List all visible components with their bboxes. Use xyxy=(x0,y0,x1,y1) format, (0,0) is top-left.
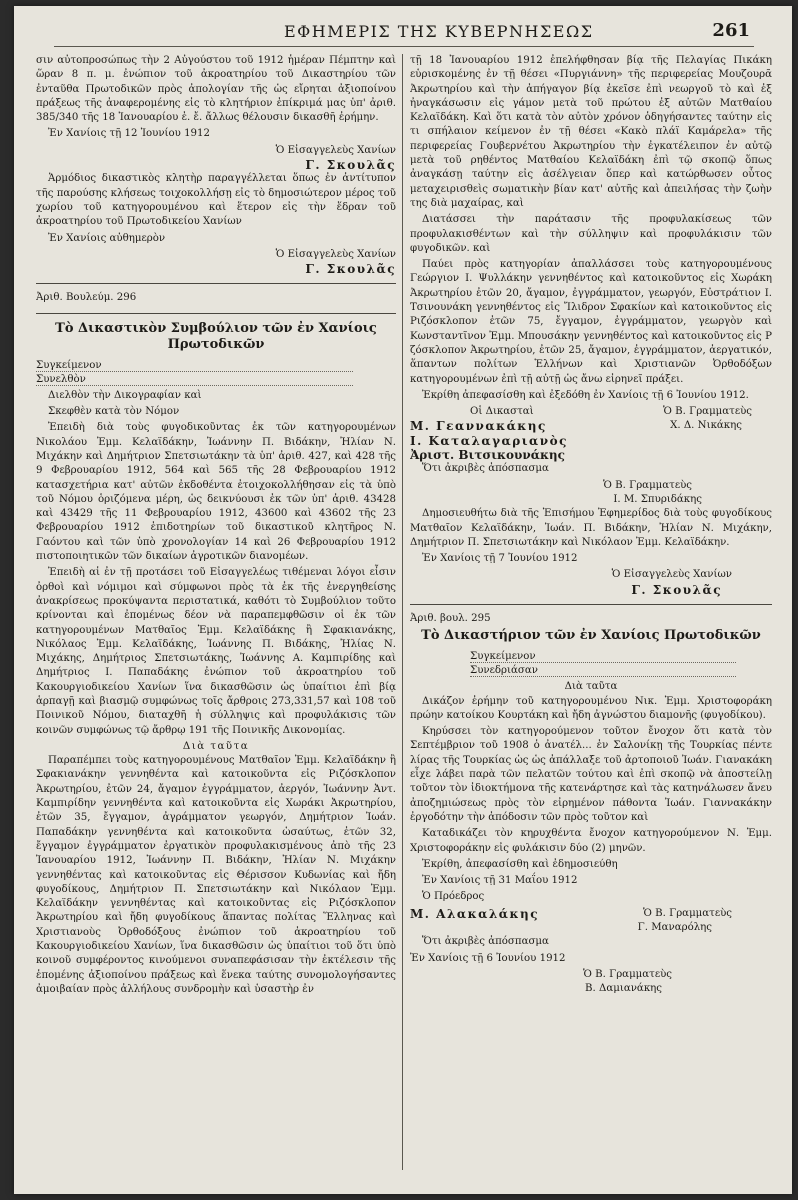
signature-row xyxy=(410,907,772,921)
true-copy-line: Ὅτι ἀκριβὲς ἀπόσπασμα xyxy=(422,463,549,475)
signature-name: Γ. Σκουλᾶς xyxy=(631,582,722,597)
paragraph: τῇ 18 Ἰανουαρίου 1912 ἐπελήφθησαν βίᾳ τῆς Πελαγίας Πικάκη εὑρισκομένης ἐν τῇ θέσει «Πυργιάννη» τῆς περιφερείας Μουζουρᾶ Ἀκρωτηρίου καὶ τὴν ἀπήγαγον βίᾳ ἐκεῖσε ἐπὶ νεωργοῦ τὸ καὶ ἐξ ἠναγκάσωσιν εἰς γάμον μετὰ τοῦ πρώτου ἐξ αὐτῶν Ματθαίου Κελαϊδάκη. Καὶ ὅτι κατὰ τὸν αὐτὸν χρόνον ὁδηγήσαντες ταύτην εἰς τι σπήλαιον κείμενον ἐν τῇ θέσει «Κακὸ πλάϊ Καμάρελα» τῆς περιφερείας Γουβερνέτου Ἀκρωτηρίου τὴν ἐγκατέλειπον ἐν αὐτῷ μετὰ τοῦ ρηθέντος Ματθαίου Κελαϊδάκη ἐπὶ τῷ σκοπῷ ὅπως ἀναγκάσῃ ταύτην εἰς ἀσέλγειαν ὅπερ καὶ κατώρθωσεν οὗτος μεταχειρισθεὶς σωματικὴν βίαν κατ' αὐτῆς καὶ ἀπειλήσας τὴν ζωὴν της διὰ μαχαίρας, καὶ xyxy=(410,55,772,209)
paragraph: Ἁρμόδιος δικαστικὸς κλητὴρ παραγγέλλεται ὅπως ἐν ἀντίτυπον τῆς παρούσης κλήσεως τοιχοκολλήσῃ εἰς τὸ δημοσιώτερον μέρος τοῦ χωρίου τοῦ κατηγορουμένου καὶ ἕτερον εἰς τὴν ἕδραν τοῦ ἀκροατηρίου τοῦ Πρωτοδικείου Χανίων xyxy=(36,173,396,228)
paragraph: Ἐπειδὴ διὰ τοὺς φυγοδικοῦντας ἐκ τῶν κατηγορουμένων Νικολάου Ἐμμ. Κελαϊδάκην, Ἰωάννην Π. Βιδάκην, Ἠλίαν Ν. Μιχάκην καὶ Δημήτριον Σπετσιωτάκην τὰ ὑπ' ἀριθ. 427, καὶ 428 τῆς 9 Φεβρουαρίου 1912, 564 καὶ 565 τῆς 28 Φεβρουαρίου 1912 κατασχετήρια κατ' αὐτῶν ἐκδοθέντα ἐτοιχοκολλήθησαν εἰς τὰ ὑπὸ τοῦ Νόμου ὁριζόμενα μέρη, ὡς δεικνύουσι ἐκ τῶν ὑπ' ἀριθ. 43428 καὶ 43429 τῆς 11 Φεβρουαρίου 1912, 43600 καὶ 43602 τῆς 23 Φεβρουαρίου 1912 ἐπιδοτηρίων τοῦ δικαστικοῦ κλητῆρος Ν. Γαόντου καὶ τῶν ὑπὸ χρονολογίαν 14 καὶ 26 Φεβρουαρίου 1912 πιστοποιητικῶν τῶν δικαίων ἀγροτικῶν διανομέων. xyxy=(36,422,396,563)
reference-number: Ἀριθ. βουλ. 295 xyxy=(410,612,491,624)
composition-lines xyxy=(410,650,772,677)
true-copy-line: Ὅτι ἀκριβὲς ἀπόσπασμα xyxy=(422,936,549,948)
secretary-name: Γ. Μαναρόλης xyxy=(637,922,712,934)
paragraph: Κηρύσσει τὸν κατηγορούμενον τοῦτον ἔνοχον ὅτι κατὰ τὸν Σεπτέμβριον τοῦ 1908 ὁ ἀνατέλ... ἐν Σαλονίκῃ τῆς Τουρκίας πέντε λίρας τῆς Τουρκίας ὡς ὡς ἀπάλλαξε τοῦ ἀρτοποιοῦ Ἰωάν. Γιανακάκη εἶχε λάβει παρὰ τῶν πελατῶν τούτου καὶ ἐπὶ σκοπῷ νὰ ἀποστείλῃ τοῦτον τὸν ἰδιοκτήμονα τῆς κατενάρτησε καὶ τὰς κατηνάλωσεν ἄνευ ἀποζημιώσεως πρὸς τὸν εἰρημένον πάθοντα Ἰωάν. Γιαννακάκην ἐργοδότην τὴν ἀπόδοσιν τῶν πρὸς τοῦτον καὶ xyxy=(410,726,772,823)
page-title: ΕΦΗΜΕΡΙΣ ΤΗΣ ΚΥΒΕΡΝΗΣΕΩΣ xyxy=(284,22,594,41)
date-line: Ἐκρίθη ἀπεφασίσθη καὶ ἐξεδόθη ἐν Χανίοις τῇ 6 Ἰουνίου 1912. xyxy=(422,389,749,401)
signature-name: Γ. Σκουλᾶς xyxy=(305,262,396,277)
date-line: Ἐν Χανίοις αὐθημερὸν xyxy=(48,232,166,244)
signature-role: Ὁ Εἰσαγγελεὺς Χανίων xyxy=(275,248,396,260)
signature-role: Ὁ Εἰσαγγελεὺς Χανίων xyxy=(611,569,732,581)
date-line: Ἐν Χανίοις τῇ 6 Ἰουνίου 1912 xyxy=(410,952,566,964)
subsection-heading: Διὰ ταῦτα xyxy=(182,740,250,752)
section-separator xyxy=(410,604,772,605)
subsection-heading: Διὰ ταῦτα xyxy=(564,681,618,693)
date-line: Ἐν Χανίοις τῇ 12 Ἰουνίου 1912 xyxy=(48,128,211,140)
signature-row xyxy=(410,405,772,419)
judges-label: Οἱ Δικασταὶ xyxy=(470,406,534,418)
paragraph: Διατάσσει τὴν παράτασιν τῆς προφυλακίσεως τῶν προφυλακισθέντων καὶ τὴν σύλληψιν καὶ προφυλάκισιν τῶν φυγοδικῶν. καὶ xyxy=(410,214,772,254)
signature-role: Ὁ Εἰσαγγελεὺς Χανίων xyxy=(275,144,396,156)
signature-row xyxy=(410,419,772,433)
date-line: Ἐκρίθη, ἀπεφασίσθη καὶ ἐδημοσιεύθη xyxy=(422,858,618,870)
secretary-name: Β. Δαμιανάκης xyxy=(585,983,662,995)
right-column xyxy=(410,54,772,1174)
secretary-role: Ὁ Β. Γραμματεὺς xyxy=(583,968,672,980)
running-head xyxy=(54,16,754,47)
date-line: Ἐν Χανίοις τῇ 31 Μαΐου 1912 xyxy=(422,875,578,887)
president-name: Μ. Αλακαλάκης xyxy=(410,906,539,921)
paragraph: Σκεφθὲν κατὰ τὸν Νόμον xyxy=(48,406,180,418)
secretary-role: Ὁ Β. Γραμματεὺς xyxy=(643,907,732,919)
paragraph: Παραπέμπει τοὺς κατηγορουμένους Ματθαῖον Ἐμμ. Κελαϊδάκην ἢ Σφακιανάκην γεννηθέντα καὶ κατοικοῦντα εἰς Ριζόσκλοπον Ἀκρωτηρίου, ἐτῶν 24, ἄγαμον ἐγγράμματον, ἀεργόν, Ἰωάννην Ἀντ. Καμπιρίδην γεννηθέντα καὶ κατοικοῦντα εἰς Χωράκι Ἀκρωτηρίου, ἐτῶν 35, ἔγγαμον, ἀγράμματον γεωργόν, Δημήτριον Ἰωάν. Παπαδάκην γεννηθέντα καὶ κατοικοῦντα ὡσαύτως, ἐτῶν 32, ἔγγαμον ἐγγράμματον ἐργατικὸν προφυλακισμένους ἀπὸ τῆς 23 Ἰανουαρίου 1912, Ἰωάννην Π. Βιδάκην, Ἠλίαν Ν. Μιχάκην γεννηθέντας καὶ κατοικοῦντας εἰς Θέρισσον Κυδωνίας καὶ ἤδη φυγοδίκους, Δημήτριον Π. Σπετσιωτάκην καὶ Νικόλαον Ἐμμ. Κελαϊδάκην γεννηθέντας καὶ κατοικοῦντας εἰς Ριζόσκλοπον Ἀκρωτηρίου καὶ ἤδη φυγοδίκους ἅπαντας πολίτας Ἕλληνας καὶ Χριστιανοὺς Ὀρθοδόξους ἐνώπιον τοῦ ἀκροατηρίου τοῦ Κακουργιοδικείου Χανίων, ἵνα δικασθῶσιν ὡς ὑπαίτιοι τοῦ ὅτι ὑπὸ κοινοῦ συμφέροντος κινούμενοι συναπεφάσισαν τὴν ἐκτέλεσιν τῆς ἑπομένης ἀξιοποίνου πράξεως καὶ ἕνεκα ταύτης συνομολογήσαντες ἀμοιβαίαν πρὸς ἀλλήλους συνδρομὴν καὶ ὑσαστὴρ ἐν xyxy=(36,755,396,995)
paragraph: Ἐπειδὴ αἱ ἐν τῇ προτάσει τοῦ Εἰσαγγελέως τιθέμεναι λόγοι εἶσιν ὀρθοὶ καὶ νόμιμοι καὶ σύμφωνοι πρὸς τὰ ἐκ τῆς ἐνεργηθείσης ἀνακρίσεως προκύψαντα περιστατικά, καθότι τὸ Συμβούλιον τοῦτο κρίνονται καὶ ἐπομένως δέον νὰ παραπεμφθῶσιν οἱ ἐκ τῶν κατηγορουμένων Ματθαῖος Ἐμμ. Κελαϊδάκης ἢ Σφακιανάκης, Νικόλαος Ἐμμ. Κελαϊδάκης, Ἰωάννης Π. Βιδάκης, Ἠλίας Ν. Μιχάκης, Δημήτριος Σπετσιωτάκης, Ἰωάννης Α. Καμπιρίδης καὶ Δημήτριος Ι. Παπαδάκης ἐνώπιον τοῦ ἀκροατηρίου τοῦ Κακουργιοδικείου Χανίων ἵνα δικασθῶσιν ὡς ὑπαίτιοι ἐπὶ βίᾳ ἁρπαγῇ καὶ βιασμῷ συμφώνως τοῖς ἄρθροις 273,331,57 καὶ 108 τοῦ Ποινικοῦ Νόμου, διαταχθῆ ἡ σύλληψις καὶ προφυλάκισις τῶν κοινῶν συμφώνως τῷ ἄρθρῳ 191 τῆς Ποινικῆς Δικονομίας. xyxy=(36,567,396,736)
secretary-role: Ὁ Β. Γραμματεὺς xyxy=(663,406,752,418)
page-number: 261 xyxy=(712,20,750,41)
secretary-role: Ὁ Β. Γραμματεὺς xyxy=(603,479,692,491)
column-divider xyxy=(402,54,403,1170)
reference-number: Ἀριθ. Βουλεύμ. 296 xyxy=(36,292,137,304)
secretary-name: Χ. Δ. Νικάκης xyxy=(670,420,742,432)
paragraph: σιν αὐτοπροσώπως τὴν 2 Αὐγούστου τοῦ 1912 ἡμέραν Πέμπτην καὶ ὥραν 8 π. μ. ἐνώπιον τοῦ ἀκροατηρίου τοῦ Δικαστηρίου τῶν ἐνταῦθα Πρωτοδικῶν πρὸς ἀπολογίαν τῆς ὡς εἴρηται ἀξιοποίνου πράξεως τῆς ἀναφερομένης εἰς τὸ κλητήριον ἐπίκριμά μας ὑπ' ἀριθ. 385/340 τῆς 18 Ἰανουαρίου ἐ. ἔ. ἄλλως θέλουσιν δικασθῆ ἐρήμην. xyxy=(36,55,396,124)
section-heading: Τὸ Δικαστικὸν Συμβούλιον τῶν ἐν Χανίοις Πρωτοδικῶν xyxy=(55,320,377,352)
section-separator xyxy=(36,283,396,284)
date-line: Ἐν Χανίοις τῇ 7 Ἰουνίου 1912 xyxy=(422,553,578,565)
paragraph: Καταδικάζει τὸν κηρυχθέντα ἔνοχον κατηγορούμενον Ν. Ἐμμ. Χριστοφοράκην εἰς φυλάκισιν δύο (2) μηνῶν. xyxy=(410,828,772,854)
signature-name: Γ. Σκουλᾶς xyxy=(305,158,396,173)
dotted-line: Συγκείμενον xyxy=(470,650,736,663)
left-column xyxy=(36,54,396,1174)
judge-name: Ι. Καταλαγαριανὸς xyxy=(410,433,568,448)
composition-lines xyxy=(36,359,396,386)
dotted-line: Συγκείμενον xyxy=(36,359,353,372)
dotted-line: Συνεδριάσαν xyxy=(470,664,736,677)
judge-name: Μ. Γεαννακάκης xyxy=(410,419,547,434)
president-role: Ὁ Πρόεδρος xyxy=(422,891,485,903)
paragraph: Παύει πρὸς κατηγορίαν ἀπαλλάσσει τοὺς κατηγορουμένους Γεώργιον Ι. Ψυλλάκην γεννηθέντος καὶ κατοικοῦντος εἰς Χωράκη Ἀκρωτηρίου ἐτῶν 20, ἄγαμον, ἐγγράμματον, γεωργόν, Εὐστράτιον Ι. Τσινουνάκη γεννηθέντος εἰς Ἴλιδρον Σφακίων καὶ κατοικοῦντος εἰς Ριζόσκλοπον ἐτῶν 75, ἔγγαμον, ἐγγράμματον, γεωργὸν καὶ Κωνσταντῖνον Ἐμμ. Μπουσάκην γεννηθέντος καὶ κατοικοῦντος εἰς Ρ ζόσκλοπον Ἀκρωτηρίου, ἐτῶν 25, ἄγαμον, ἐγγράμματον, ἀεργατικόν, ἅπαντων πολίτων Ἑλλήνων καὶ Χριστιανῶν Ὀρθοδόξων κατηγορουμένων ἐπὶ τῇ αὐτῇ ὡς ἄνω εἰρηνεῖ πράξει. xyxy=(410,259,772,385)
section-separator xyxy=(36,313,396,314)
section-heading: Τὸ Δικαστήριον τῶν ἐν Χανίοις Πρωτοδικῶν xyxy=(421,628,761,644)
paragraph: Δικάζον ἐρήμην τοῦ κατηγορουμένου Νικ. Ἐμμ. Χριστοφοράκη πρώην κατοίκου Κουρτάκη καὶ ἤδη ἀγνώστου διαμονῆς (φυγοδίκου). xyxy=(410,695,772,721)
paragraph: Δημοσιευθήτω διὰ τῆς Ἐπισήμου Ἐφημερίδος διὰ τοὺς φυγοδίκους Ματθαῖον Κελαϊδάκην, Ἰωάν. Π. Βιδάκην, Ἠλίαν Ν. Μιχάκην, Δημήτριον Π. Σπετσιωτάκην καὶ Νικόλαον Ἐμμ. Κελαϊδάκην. xyxy=(410,508,772,548)
judge-name: Ἀριστ. Βιτσικουνάκης xyxy=(410,448,565,463)
dotted-line: Συνελθὸν xyxy=(36,373,353,386)
secretary-name: Ι. Μ. Σπυριδάκης xyxy=(613,493,702,505)
paragraph: Διελθὸν τὴν Δικογραφίαν καὶ xyxy=(48,389,202,401)
newspaper-page xyxy=(14,6,792,1194)
